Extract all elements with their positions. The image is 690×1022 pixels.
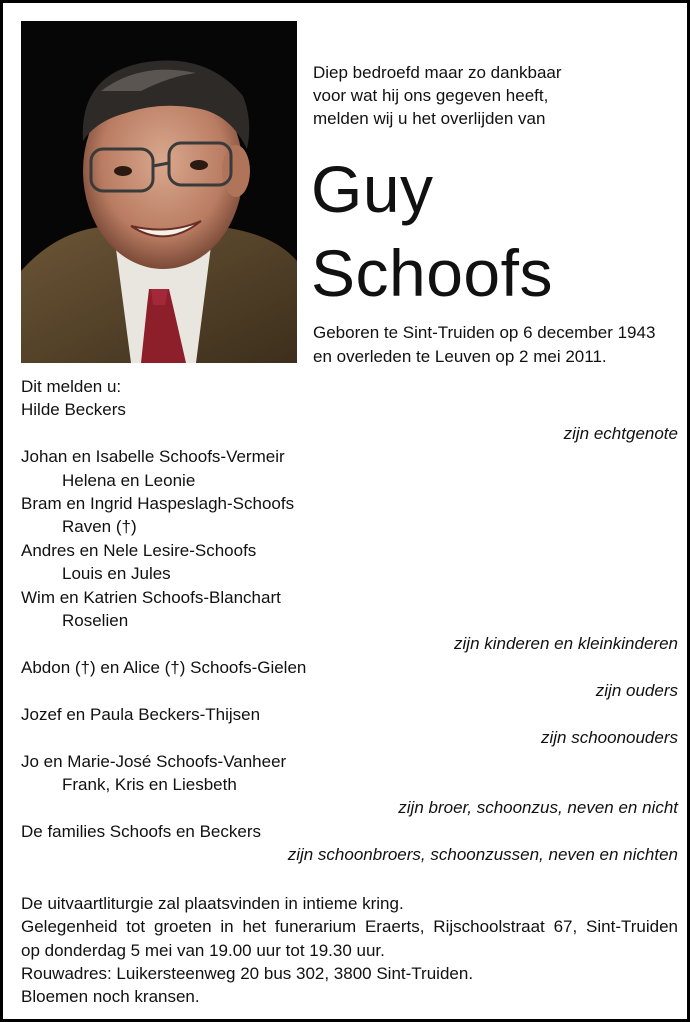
family-member: Dit melden u:: [21, 377, 122, 396]
portrait-photo: [21, 21, 297, 363]
death-line: en overleden te Leuven op 2 mei 2011.: [313, 347, 607, 366]
family-member: Frank, Kris en Liesbeth: [62, 774, 237, 794]
family-member: Wim en Katrien Schoofs-Blanchart: [21, 587, 281, 607]
family-member: Bram en Ingrid Haspeslagh-Schoofs: [21, 494, 295, 514]
family-member: Abdon (†) en Alice (†) Schoofs-Gielen: [21, 657, 307, 677]
deceased-first-name: Guy: [311, 152, 434, 226]
family-member: Helena en Leonie: [62, 470, 196, 490]
family-member: Louis en Jules: [62, 564, 171, 584]
family-member: Jo en Marie-José Schoofs-Vanheer: [21, 751, 287, 771]
funeral-info-line: Gelegenheid tot groeten in het funerarium Eraerts, Rijschoolstraat 67, Sint-Truiden: [21, 917, 678, 937]
funeral-info-line: Rouwadres: Luikersteenweg 20 bus 302, 3800 Sint-Truiden.: [21, 963, 474, 983]
funeral-info-line: De uitvaartliturgie zal plaatsvinden in intieme kring.: [21, 894, 404, 913]
relation-label: zijn schoonouders: [540, 728, 678, 748]
relation-label: zijn kinderen en kleinkinderen: [454, 634, 678, 654]
funeral-info-line: Bloemen noch kransen.: [21, 987, 200, 1007]
family-list: [21, 375, 678, 867]
relation-label: zijn schoonbroers, schoonzussen, neven en nichten: [287, 845, 678, 865]
family-member: Johan en Isabelle Schoofs-Vermeir: [21, 447, 285, 467]
intro-line: voor wat hij ons gegeven heeft,: [313, 86, 549, 105]
portrait-illustration: [21, 21, 297, 363]
relation-label: zijn broer, schoonzus, neven en nicht: [398, 798, 678, 818]
relation-label: zijn echtgenote: [563, 423, 678, 443]
family-member: Jozef en Paula Beckers-Thijsen: [21, 704, 261, 724]
funeral-info: [21, 892, 678, 1008]
intro-text: [313, 61, 673, 130]
relation-label: zijn ouders: [595, 681, 678, 701]
birth-death-dates: [313, 321, 683, 369]
family-member: Roselien: [62, 611, 129, 631]
birth-line: Geboren te Sint-Truiden op 6 december 1943: [313, 323, 656, 342]
intro-line: Diep bedroefd maar zo dankbaar: [313, 63, 562, 82]
family-member: Andres en Nele Lesire-Schoofs: [21, 540, 257, 560]
deceased-last-name: Schoofs: [311, 236, 553, 310]
funeral-info-line: op donderdag 5 mei van 19.00 uur tot 19.30 uur.: [21, 940, 385, 960]
family-member: Hilde Beckers: [21, 400, 126, 420]
family-member: Raven (†): [62, 517, 137, 537]
family-member: De families Schoofs en Beckers: [21, 821, 261, 841]
intro-line: melden wij u het overlijden van: [313, 109, 546, 128]
